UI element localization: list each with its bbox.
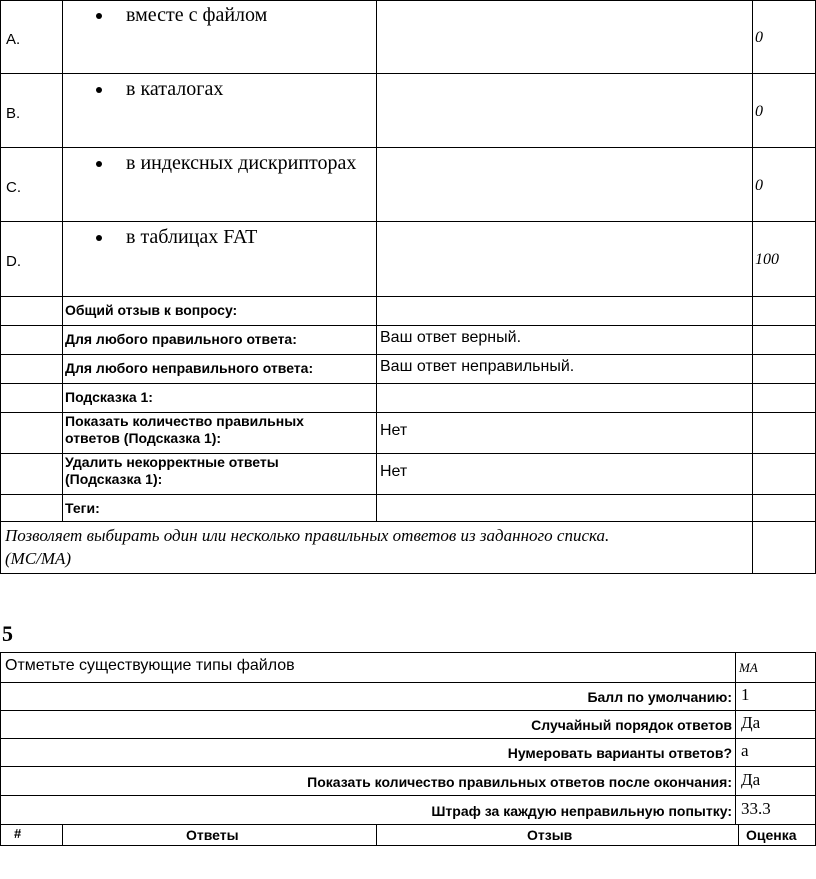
correct-feedback-label: Для любого правильного ответа: — [65, 331, 297, 347]
question-type-description: Позволяет выбирать один или несколько правильных ответов из заданного списка. — [5, 526, 610, 545]
option-letter: B. — [6, 105, 21, 122]
option-letter: A. — [6, 31, 21, 48]
option-letter: D. — [6, 253, 21, 270]
option-text: в таблицах FAT — [126, 226, 258, 248]
show-correct-count-after-label: Показать количество правильных ответов после окончания: — [307, 774, 732, 790]
show-correct-count-label-line2: ответов (Подсказка 1): — [65, 430, 222, 446]
tags-label: Теги: — [65, 500, 100, 516]
bullet-icon — [96, 13, 102, 19]
show-correct-count-after-value: Да — [741, 770, 761, 789]
option-score: 0 — [755, 103, 763, 120]
show-correct-count-value: Нет — [380, 422, 408, 439]
section-number: 5 — [2, 621, 13, 646]
default-score-value: 1 — [741, 685, 750, 704]
correct-feedback-value: Ваш ответ верный. — [380, 329, 522, 346]
option-text: в каталогах — [126, 78, 224, 100]
option-text: в индексных дискрипторах — [126, 152, 357, 174]
shuffle-answers-value: Да — [741, 713, 761, 732]
column-header-score: Оценка — [746, 827, 797, 843]
column-header-answers: Ответы — [186, 827, 239, 843]
option-score: 0 — [755, 177, 763, 194]
column-header-feedback: Отзыв — [527, 827, 573, 843]
remove-incorrect-value: Нет — [380, 463, 408, 480]
option-score: 100 — [755, 251, 779, 268]
option-text: вместе с файлом — [126, 4, 268, 26]
penalty-label: Штраф за каждую неправильную попытку: — [431, 803, 732, 819]
numbering-label: Нумеровать варианты ответов? — [507, 745, 732, 761]
show-correct-count-label-line1: Показать количество правильных — [65, 413, 304, 429]
default-score-label: Балл по умолчанию: — [587, 689, 732, 705]
remove-incorrect-label-line1: Удалить некорректные ответы — [65, 454, 279, 470]
option-letter: C. — [6, 179, 21, 196]
penalty-value: 33.3 — [741, 799, 771, 818]
option-score: 0 — [755, 29, 763, 46]
shuffle-answers-label: Случайный порядок ответов — [531, 717, 732, 733]
incorrect-feedback-label: Для любого неправильного ответа: — [65, 360, 314, 376]
question-5-text: Отметьте существующие типы файлов — [5, 657, 295, 674]
remove-incorrect-label-line2: (Подсказка 1): — [65, 471, 163, 487]
column-header-number: # — [14, 826, 22, 841]
question-type-code: (MC/MA) — [5, 549, 72, 568]
bullet-icon — [96, 235, 102, 241]
question-5-type: MA — [739, 660, 758, 675]
general-feedback-label: Общий отзыв к вопросу: — [65, 302, 238, 318]
bullet-icon — [96, 161, 102, 167]
bullet-icon — [96, 87, 102, 93]
numbering-value: a — [741, 741, 749, 760]
incorrect-feedback-value: Ваш ответ неправильный. — [380, 358, 575, 375]
hint-1-label: Подсказка 1: — [65, 389, 153, 405]
